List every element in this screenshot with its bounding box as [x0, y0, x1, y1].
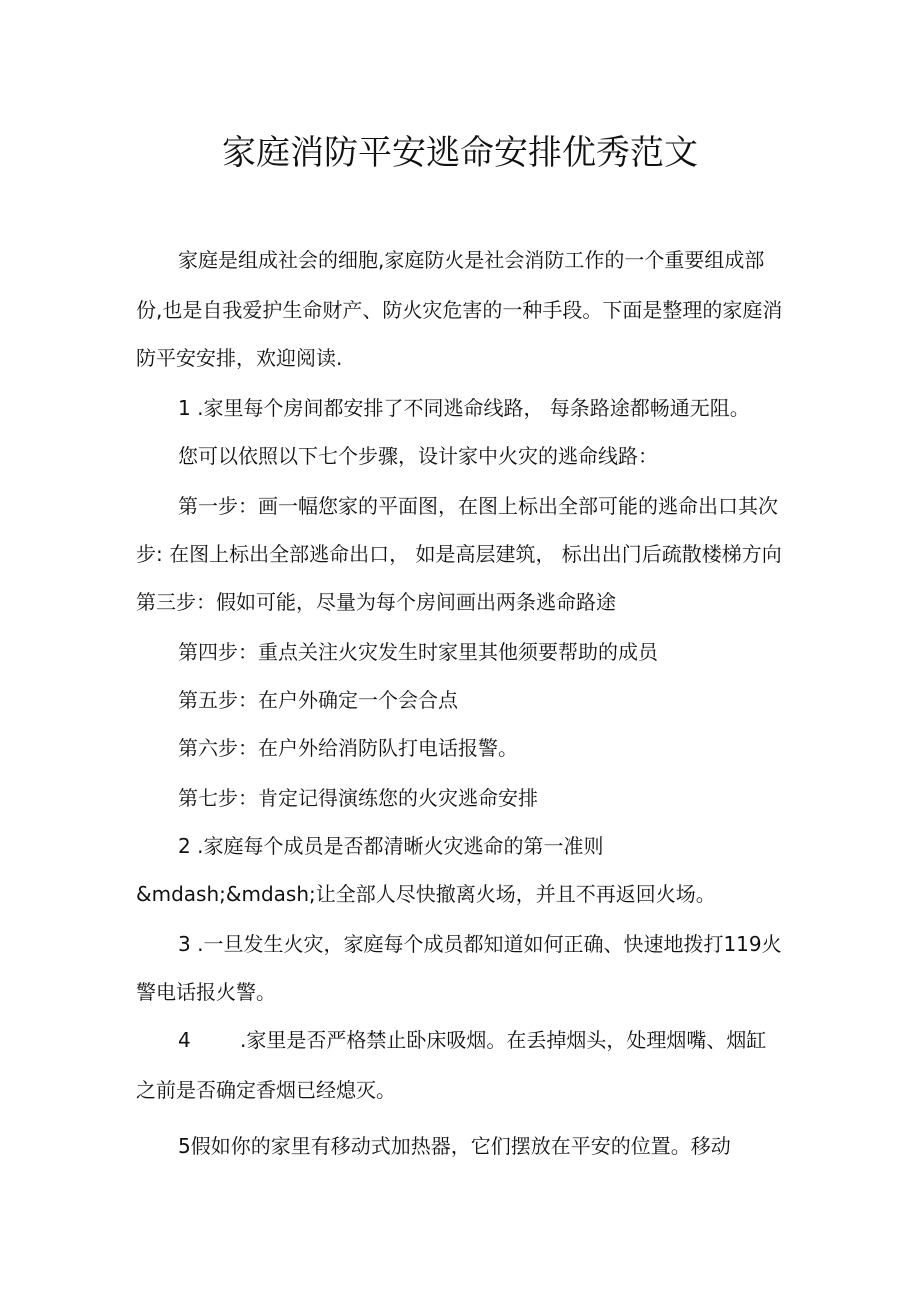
step-line: 步: 在图上标出全部逃命出口， 如是高层建筑， 标出出门后疏散楼梯方向 [136, 542, 782, 566]
list-item-3: 3 .一旦发生火灾，家庭每个成员都知道如何正确、快速地拨打119火 [178, 932, 782, 956]
step-line: 第三步：假如可能，尽量为每个房间画出两条逃命路途 [136, 590, 616, 614]
paragraph-line: &mdash;&mdash;让全部人尽快撤离火场，并且不再返回火场。 [136, 882, 716, 906]
list-item-2: 2 .家庭每个成员是否都清晰火灾逃命的第一准则 [178, 834, 604, 858]
list-item-5: 5假如你的家里有移动式加热器，它们摆放在平安的位置。移动 [178, 1134, 731, 1158]
list-number: 4 [178, 1028, 191, 1052]
paragraph-line: 之前是否确定香烟已经熄灭。 [136, 1078, 396, 1102]
paragraph-line: 防平安安排，欢迎阅读. [136, 346, 343, 370]
paragraph-line: 警电话报火警。 [136, 980, 276, 1004]
paragraph-line: 份,也是自我爱护生命财产、防火灾危害的一种手段。下面是整理的家庭消 [136, 298, 783, 322]
step-line: 第七步：肯定记得演练您的火灾逃命安排 [178, 786, 538, 810]
step-line: 第一步：画一幅您家的平面图，在图上标出全部可能的逃命出口其次 [178, 494, 778, 518]
step-line: 第六步：在户外给消防队打电话报警。 [178, 736, 518, 760]
list-item-4 [178, 1026, 766, 1054]
step-line: 第四步：重点关注火灾发生时家里其他须要帮助的成员 [178, 640, 658, 664]
list-text: .家里是否严格禁止卧床吸烟。在丢掉烟头，处理烟嘴、烟缸 [240, 1028, 767, 1052]
paragraph-line: 家庭是组成社会的细胞,家庭防火是社会消防工作的一个重要组成部 [178, 248, 765, 272]
step-line: 第五步：在户外确定一个会合点 [178, 688, 458, 712]
paragraph-line: 您可以依照以下七个步骤，设计家中火灾的逃命线路： [178, 444, 658, 468]
list-item-1: 1 .家里每个房间都安排了不同逃命线路， 每条路途都畅通无阻。 [178, 396, 750, 420]
document-title: 家庭消防平安逃命安排优秀范文 [222, 133, 698, 173]
